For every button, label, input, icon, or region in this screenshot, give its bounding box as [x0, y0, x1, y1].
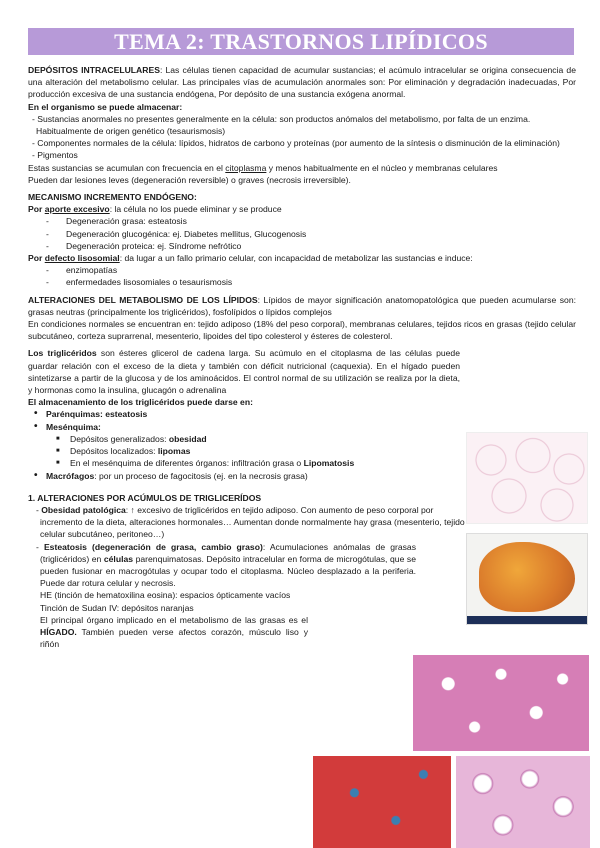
aporte-text: Por aporte excesivo: la célula no los puede eliminar y se produce — [28, 204, 282, 215]
organismo-heading: En el organismo se puede almacenar: — [28, 101, 183, 112]
obesidad-item: - Obesidad patológica: ↑ excesivo de triglicéridos en tejido adiposo. Con aumento de peso corporal por incremento de la dieta, alteraciones hormonales… Aumentan donde normalmente hay grasa (mesenterio, tejido celular subcutáneo, peritoneo…) — [36, 504, 465, 540]
lesiones-text: Pueden dar lesiones leves (degeneración reversible) o graves (necrosis irreversible). — [28, 174, 351, 185]
list-item: - Sustancias anormales no presentes generalmente en la célula: son productos anómalos del metabolismo, por falta de un enzima. Habitualmente de origen genético (tesaurismosis) — [32, 113, 531, 137]
steatosis-closeup-image — [456, 756, 590, 848]
almacenamiento-heading: El almacenamiento de los triglicéridos puede darse en: — [28, 397, 253, 408]
list-item: - enfermedades lisosomiales o tesaurismosis — [28, 276, 576, 288]
list-item: ■ En el mesénquima de diferentes órganos: infiltración grasa o Lipomatosis — [56, 457, 460, 469]
list-item: ■ Depósitos generalizados: obesidad — [56, 433, 460, 445]
steatosis-he-image — [413, 655, 589, 751]
list-item: - Componentes normales de la célula: lípidos, hidratos de carbono y proteínas (por aumento de la síntesis o disminución de la eliminación) — [32, 138, 560, 149]
list-item: - Pigmentos — [32, 150, 78, 161]
sudan-text: Tinción de Sudan IV: depósitos naranjas — [40, 602, 194, 613]
defecto-list — [28, 264, 576, 288]
list-item: - enzimopatías — [28, 264, 576, 276]
esteatosis-item: - Esteatosis (degeneración de grasa, cambio graso): Acumulaciones anómalas de grasas (triglicéridos) en células parenquimatosas. Depósito intracelular en forma de microgótulas, que se pueden fusionar en macrogótulas y ocupar todo el citoplasma. Núcleo desplazado a la periferia. Puede dar rotura celular y necrosis. — [36, 541, 416, 589]
defecto-text: Por defecto lisosomial: da lugar a un fallo primario celular, con incapacidad de metabolizar las sustancias e induce: — [28, 253, 473, 264]
alteraciones-paragraph: ALTERACIONES DEL METABOLISMO DE LOS LÍPIDOS: Lípidos de mayor significación anatomopatológica que pueden acumularse son: grasas neutras (principalmente los triglicéridos), fosfolípidos o lípidos complejos — [28, 294, 576, 317]
he-text: HE (tinción de hematoxilina eosina): espacios ópticamente vacíos — [40, 590, 291, 601]
depositos-paragraph: DEPÓSITOS INTRACELULARES: Las células tienen capacidad de acumular sustancias; el acúmulo intracelular se origina consecuencia de una alteración del metabolismo celular. Las principales vías de acumulación anormales son: Por eliminación y degradación inadecuadas, Por producción excesiva de una sustancia endógena, Por depósito de una sustancia exógena anormal. — [28, 65, 576, 100]
trigliceridos-paragraph: Los triglicéridos son ésteres glicerol de cadena larga. Su acúmulo en el citoplasma de las células puede guardar relación con el exceso de la dieta y también con déficit nutricional (caquexia). En el hígado pueden sintetizarse a partir de la glucosa y de los aminoácidos. El control normal de su utilización se realiza por la dieta, y hormonas como la insulina, glucagón o adrenalina — [28, 348, 460, 396]
adipose-tissue-image — [466, 432, 588, 524]
list-item: ■ Depósitos localizados: lipomas — [56, 445, 460, 457]
section-1-heading: 1. ALTERACIONES POR ACÚMULOS DE TRIGLICERÍDOS — [28, 492, 262, 503]
list-item: - Degeneración glucogénica: ej. Diabetes mellitus, Glucogenosis — [28, 228, 576, 240]
frecuencia-text: Estas sustancias se acumulan con frecuencia en el citoplasma y menos habitualmente en el núcleo y membranas celulares — [28, 162, 498, 173]
page-title: TEMA 2: TRASTORNOS LIPÍDICOS — [114, 28, 488, 54]
list-item: • Macrófagos: por un proceso de fagocitosis (ej. en la necrosis grasa) — [34, 470, 460, 482]
lipoma-image — [466, 533, 588, 625]
higado-text: El principal órgano implicado en el metabolismo de las grasas es el HÍGADO. También pueden verse afectos corazón, músculo liso y riñón — [40, 614, 308, 650]
list-item: - Degeneración proteica: ej. Síndrome nefrótico — [28, 240, 576, 252]
mecanismo-heading: MECANISMO INCREMENTO ENDÓGENO: — [28, 192, 197, 203]
list-item: - Degeneración grasa: esteatosis — [28, 215, 576, 227]
list-item: • Parénquimas: esteatosis — [34, 408, 460, 420]
macrofagos-list — [28, 470, 460, 482]
normal-text: En condiciones normales se encuentran en: tejido adiposo (18% del peso corporal), membranas celulares, tejidos ricos en grasas (tejido celular subcutáneo, corteza suprarrenal, mesenterio, lipoides del tipo colesterol y ésteres de colesterol. — [28, 319, 576, 342]
trigliceridos-block — [28, 347, 460, 481]
almacen-list — [28, 408, 460, 432]
title-banner — [28, 28, 574, 55]
aporte-list — [28, 215, 576, 252]
sudan-stain-image — [313, 756, 451, 848]
mesenquima-list — [28, 433, 460, 470]
list-item: • Mesénquima: — [34, 421, 460, 433]
